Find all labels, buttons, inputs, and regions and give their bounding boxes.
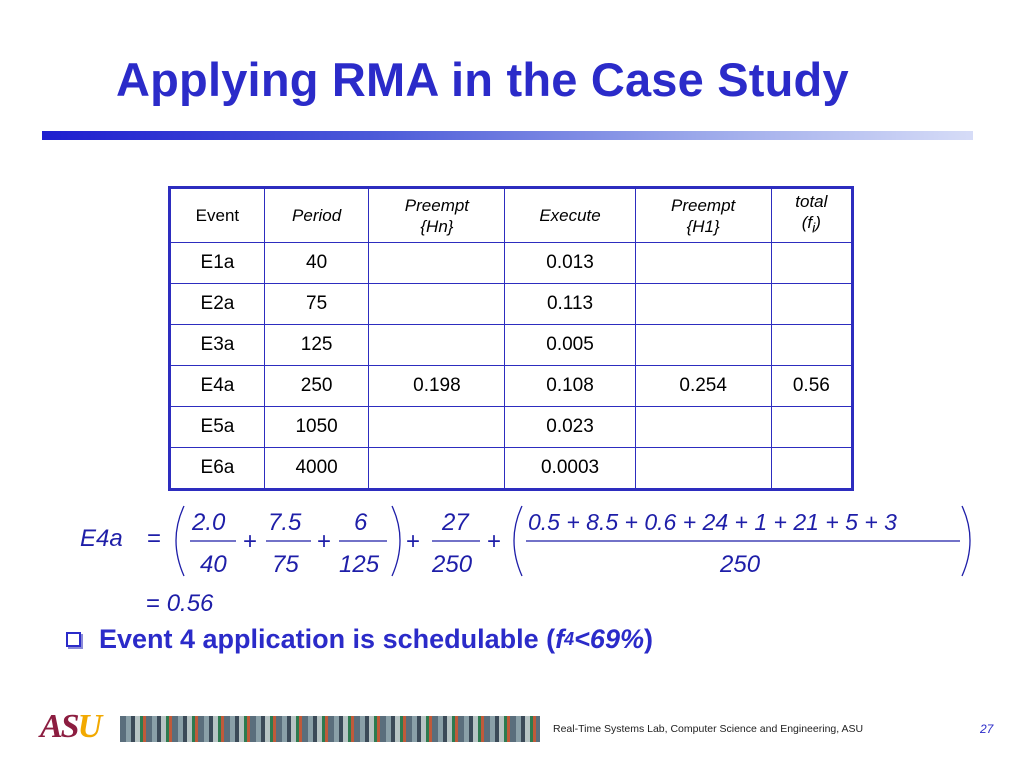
term3-den: 125 — [339, 551, 380, 578]
table-row — [170, 284, 853, 325]
asu-logo — [40, 708, 100, 746]
cell-preempt-hn: 0.198 — [369, 366, 505, 407]
equation-formula — [170, 500, 990, 590]
header-total-line2-close: ) — [815, 213, 821, 233]
bullet-condition: <69% — [574, 624, 644, 654]
cell-preempt-h1 — [635, 243, 771, 284]
bullet-text-before: Event 4 application is schedulable ( — [99, 624, 556, 654]
cell-event: E6a — [170, 448, 265, 490]
cell-period: 250 — [264, 366, 369, 407]
plus-3: + — [406, 528, 421, 555]
cell-period: 4000 — [264, 448, 369, 490]
header-preempt-h1 — [635, 188, 771, 243]
cell-event: E1a — [170, 243, 265, 284]
bullet-f: f — [555, 624, 565, 654]
cell-event: E3a — [170, 325, 265, 366]
term2-den: 75 — [272, 551, 299, 578]
cell-event: E5a — [170, 407, 265, 448]
header-total-subscript: i — [812, 220, 816, 237]
cell-event: E4a — [170, 366, 265, 407]
term2-num: 7.5 — [268, 509, 302, 536]
cell-execute: 0.0003 — [505, 448, 635, 490]
cell-execute: 0.113 — [505, 284, 635, 325]
page-number: 27 — [980, 722, 994, 736]
header-preempt-hn-line1: Preempt — [404, 195, 470, 215]
bullet-schedulable — [66, 624, 653, 655]
plus-1: + — [243, 528, 258, 555]
cell-total: 0.56 — [771, 366, 852, 407]
table-header-row — [170, 188, 853, 243]
cell-execute: 0.005 — [505, 325, 635, 366]
header-preempt-h1-line1: Preempt — [671, 195, 736, 215]
header-execute: Execute — [505, 188, 635, 243]
formula-svg — [170, 500, 990, 585]
header-period: Period — [264, 188, 369, 243]
bullet-sub: 4 — [564, 629, 575, 649]
paren-open-2 — [514, 506, 522, 576]
asu-logo-main: AS — [40, 708, 78, 745]
term4-num: 27 — [442, 509, 469, 536]
table-row — [170, 325, 853, 366]
header-preempt-hn-line2: {Hn} — [420, 216, 454, 236]
cell-preempt-h1 — [635, 284, 771, 325]
cell-preempt-h1: 0.254 — [635, 366, 771, 407]
result-equals: = — [146, 590, 161, 617]
cell-event: E2a — [170, 284, 265, 325]
table-row — [170, 243, 853, 284]
paren-open-1 — [176, 506, 184, 576]
equation-lhs: E4a — [80, 525, 123, 552]
footer-image-strip — [120, 716, 540, 742]
header-event: Event — [170, 188, 265, 243]
cell-period: 125 — [264, 325, 369, 366]
result-value: 0.56 — [166, 590, 214, 617]
cell-total — [771, 325, 852, 366]
asu-logo-accent: U — [77, 708, 101, 745]
term5-den: 250 — [720, 551, 761, 578]
equation-result — [146, 590, 213, 618]
header-total — [771, 188, 852, 243]
cell-execute: 0.108 — [505, 366, 635, 407]
slide-title: Applying RMA in the Case Study — [116, 53, 849, 106]
bullet-text-after: ) — [643, 624, 653, 654]
cell-preempt-h1 — [635, 407, 771, 448]
cell-preempt-hn — [369, 407, 505, 448]
cell-period: 1050 — [264, 407, 369, 448]
paren-close-2 — [962, 506, 970, 576]
header-total-line1: total — [795, 192, 828, 212]
footer-text: Real-Time Systems Lab, Computer Science and Engineering, ASU — [553, 723, 864, 735]
cell-execute: 0.013 — [505, 243, 635, 284]
header-total-line2-open: (f — [801, 213, 813, 233]
term1-den: 40 — [200, 551, 227, 578]
plus-2: + — [317, 528, 332, 555]
cell-total — [771, 243, 852, 284]
cell-preempt-h1 — [635, 448, 771, 490]
term5-num: 0.5 + 8.5 + 0.6 + 24 + 1 + 21 + 5 + 3 — [528, 509, 897, 535]
term3-num: 6 — [354, 509, 368, 536]
table-row — [170, 407, 853, 448]
term4-den: 250 — [432, 551, 473, 578]
rma-table — [168, 186, 854, 491]
bullet-square-icon — [66, 632, 81, 647]
cell-total — [771, 284, 852, 325]
table-row — [170, 448, 853, 490]
cell-execute: 0.023 — [505, 407, 635, 448]
title-underline-bar — [42, 131, 973, 140]
header-preempt-h1-line2: {H1} — [686, 216, 720, 236]
cell-preempt-h1 — [635, 325, 771, 366]
equation-equals: = — [147, 525, 162, 552]
cell-period: 75 — [264, 284, 369, 325]
paren-close-1 — [392, 506, 400, 576]
cell-preempt-hn — [369, 284, 505, 325]
term1-num: 2.0 — [192, 509, 226, 536]
cell-total — [771, 448, 852, 490]
cell-preempt-hn — [369, 448, 505, 490]
cell-period: 40 — [264, 243, 369, 284]
cell-total — [771, 407, 852, 448]
plus-4: + — [487, 528, 502, 555]
cell-preempt-hn — [369, 243, 505, 284]
header-preempt-hn — [369, 188, 505, 243]
table-row — [170, 366, 853, 407]
cell-preempt-hn — [369, 325, 505, 366]
